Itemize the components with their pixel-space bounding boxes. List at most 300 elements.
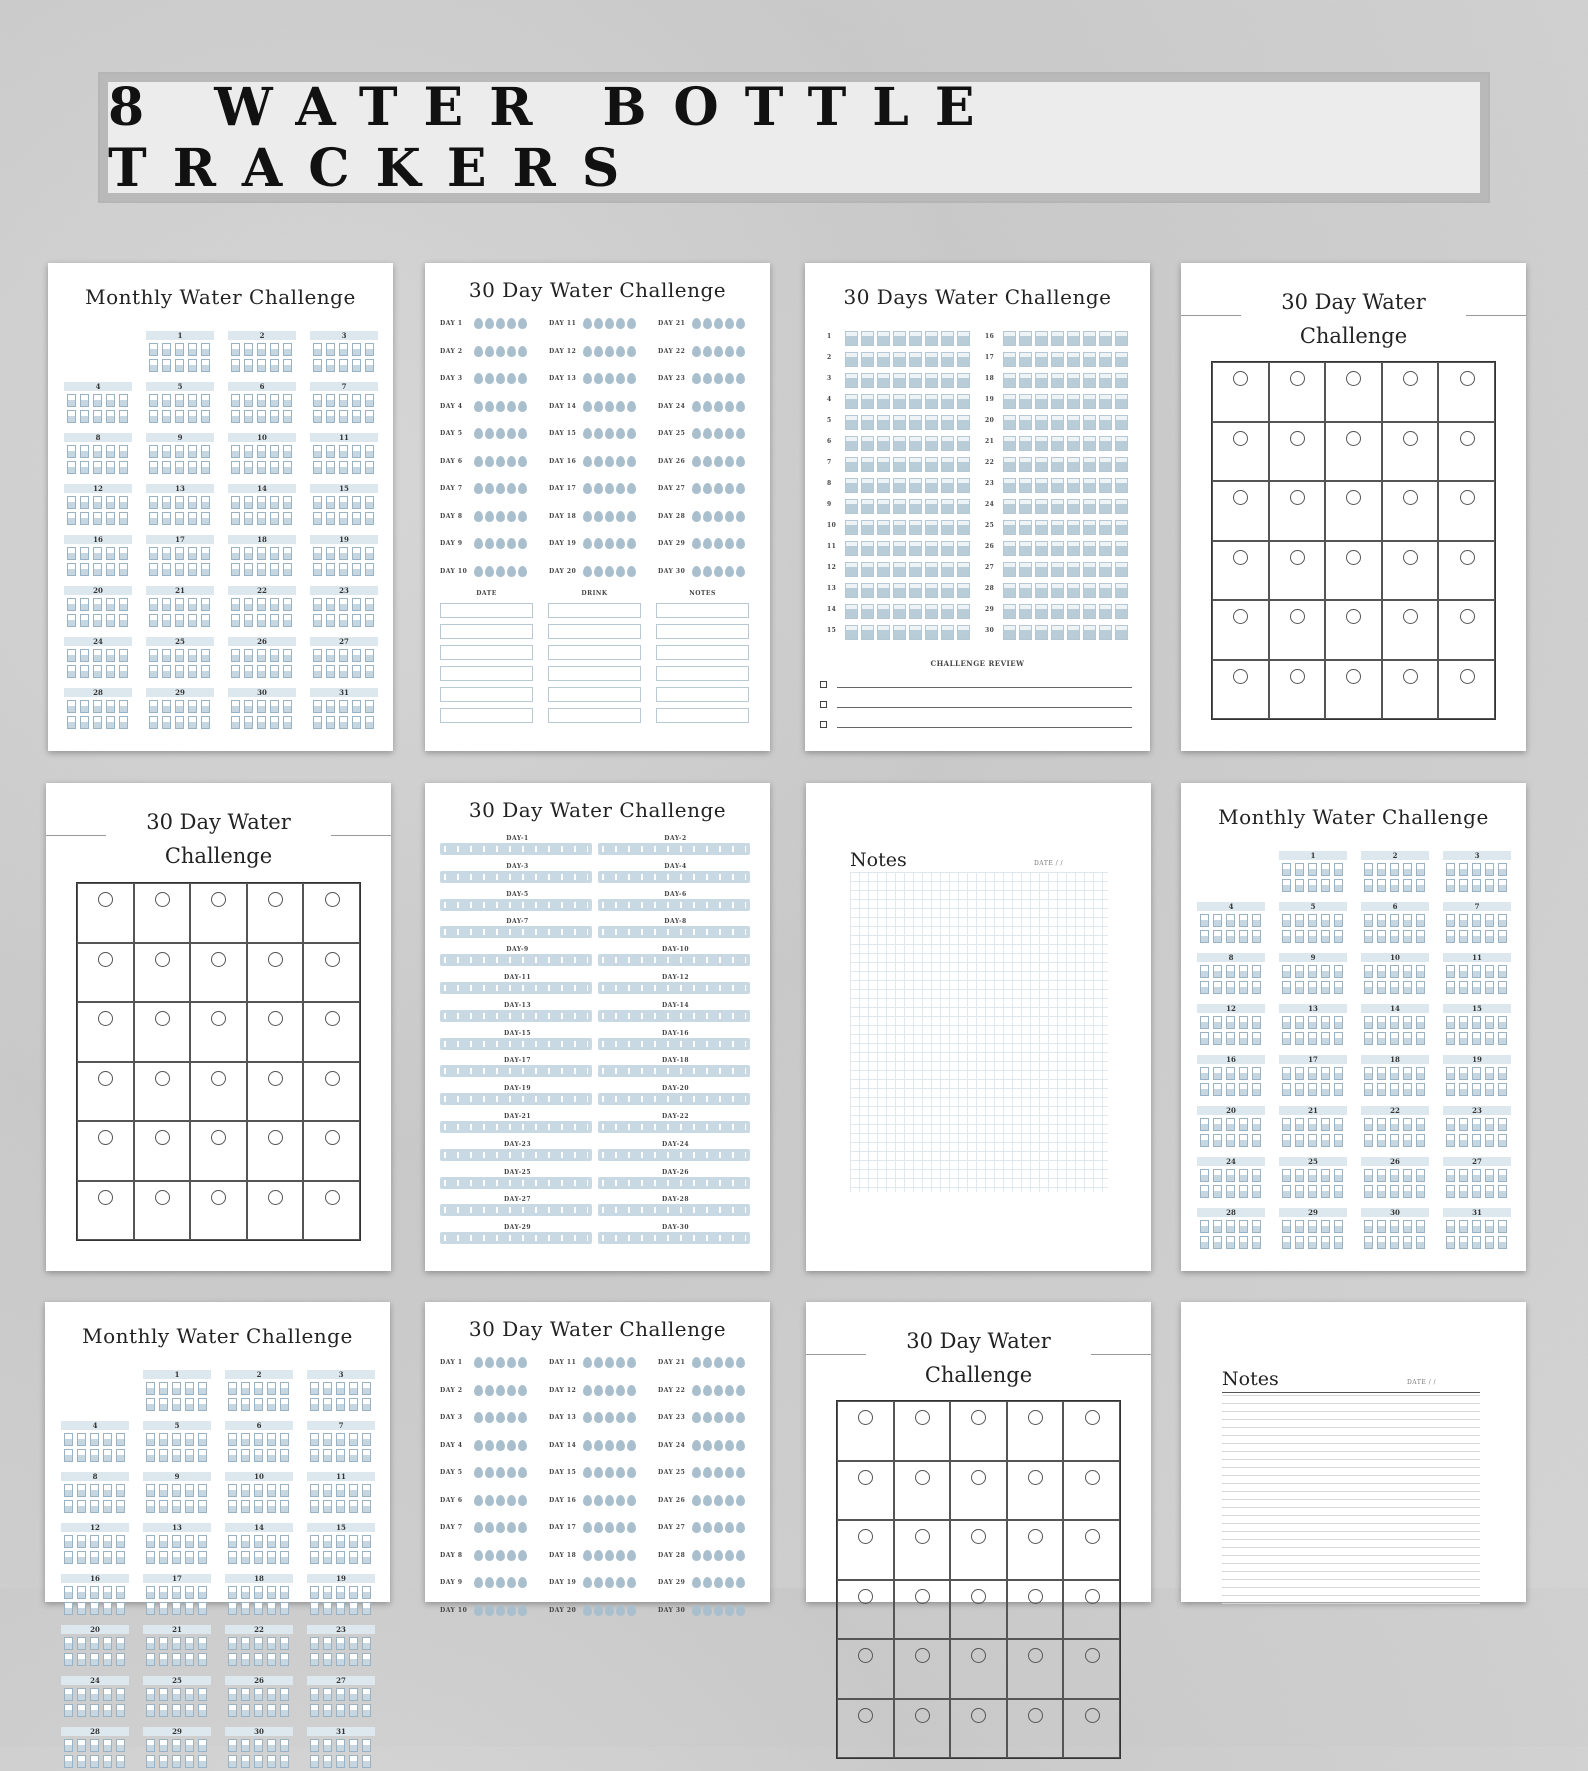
day-number: 20	[61, 1625, 129, 1634]
glass-icon	[228, 1755, 237, 1768]
day-number: 4	[64, 382, 132, 391]
glass-icon	[1308, 965, 1317, 978]
glass-icon	[244, 394, 253, 407]
glass-icon	[257, 665, 266, 678]
day-number: 27	[310, 637, 378, 646]
glass-icon	[1390, 981, 1399, 994]
glass-icon	[254, 1755, 263, 1768]
glass-icon	[326, 665, 335, 678]
calendar-day	[310, 688, 378, 732]
glass-icon	[280, 1535, 289, 1548]
glass-icon	[1213, 1185, 1222, 1198]
calendar-day	[1361, 1055, 1429, 1099]
glass-icon	[254, 1449, 263, 1462]
glass-icon	[1364, 879, 1373, 892]
glass-icon	[1200, 1067, 1209, 1080]
calendar-day	[143, 1574, 211, 1618]
glass-icon	[270, 700, 279, 713]
drop-icon	[583, 566, 592, 577]
glass-icon	[877, 436, 890, 451]
glass-icon	[313, 461, 322, 474]
calendar-day	[1443, 1157, 1511, 1201]
drop-icon	[616, 1550, 625, 1561]
drop-icon	[692, 566, 701, 577]
glass-icon	[1099, 583, 1112, 598]
glass-icon	[909, 373, 922, 388]
glass-icon	[159, 1484, 168, 1497]
glass-icon	[1459, 1083, 1468, 1096]
day-number: 3	[1443, 851, 1511, 860]
glass-icon	[64, 1500, 73, 1513]
glass-icon	[90, 1449, 99, 1462]
glass-icon	[1003, 520, 1016, 535]
glass-icon	[1472, 1083, 1481, 1096]
glass-icon	[280, 1653, 289, 1666]
glass-icon	[1200, 965, 1209, 978]
glass-icon	[231, 700, 240, 713]
calendar-day	[1197, 1106, 1265, 1150]
glass-icon	[893, 499, 906, 514]
glass-icon	[119, 547, 128, 560]
page-30day-grid-3	[806, 1302, 1151, 1602]
drop-icon	[616, 1440, 625, 1451]
glass-icon	[80, 394, 89, 407]
drop-icon	[496, 1550, 505, 1561]
drop-icon	[474, 1412, 483, 1423]
glass-icon	[116, 1602, 125, 1615]
glass-icon	[1364, 863, 1373, 876]
glass-icon	[270, 445, 279, 458]
glass-icon	[313, 512, 322, 525]
day-number: 24	[64, 637, 132, 646]
glass-icon	[103, 1500, 112, 1513]
glass-icon	[1403, 1185, 1412, 1198]
day-label: DAY-13	[503, 1001, 532, 1009]
glass-icon	[323, 1551, 332, 1564]
circle-cell	[1007, 1461, 1064, 1521]
glass-icon	[241, 1484, 250, 1497]
bottle-band	[440, 899, 592, 911]
glass-icon	[1364, 1032, 1373, 1045]
glass-icon	[365, 496, 374, 509]
drop-icon	[605, 1522, 614, 1533]
day-number: 6	[225, 1421, 293, 1430]
glass-icon	[1390, 1169, 1399, 1182]
glass-icon	[877, 562, 890, 577]
glass-icon	[67, 410, 76, 423]
glass-icon	[1115, 457, 1128, 472]
glass-icon	[1099, 415, 1112, 430]
drop-icon	[714, 1550, 723, 1561]
glass-icon	[1226, 1067, 1235, 1080]
day-label: DAY-2	[664, 835, 687, 842]
glass-icon	[1213, 965, 1222, 978]
day-label: DAY-4	[664, 862, 687, 870]
glass-icon	[149, 716, 158, 729]
glass-icon	[185, 1739, 194, 1752]
glass-icon	[103, 1586, 112, 1599]
glass-icon	[103, 1449, 112, 1462]
glass-icon	[77, 1704, 86, 1717]
glass-icon	[1403, 965, 1412, 978]
day-label: DAY-14	[661, 1001, 690, 1009]
glass-icon	[1226, 1185, 1235, 1198]
day-label: DAY 21	[658, 1359, 686, 1366]
glass-icon	[90, 1535, 99, 1548]
drop-icon	[605, 1550, 614, 1561]
glass-icon	[1067, 478, 1080, 493]
glass-icon	[1051, 604, 1064, 619]
glass-icon	[339, 359, 348, 372]
glass-icon	[1051, 457, 1064, 472]
glass-icon	[280, 1449, 289, 1462]
glass-icon	[1308, 1083, 1317, 1096]
circle-cell	[950, 1580, 1007, 1640]
glass-icon	[1083, 457, 1096, 472]
glass-icon	[1252, 1236, 1261, 1249]
drop-icon	[627, 1440, 636, 1451]
drop-icon	[485, 1357, 494, 1368]
glass-icon	[119, 665, 128, 678]
glass-icon	[336, 1551, 345, 1564]
glass-icon	[1377, 1220, 1386, 1233]
drop-icon	[692, 1385, 701, 1396]
drop-icon	[594, 1440, 603, 1451]
glass-icon	[1446, 1236, 1455, 1249]
glass-icon	[1003, 352, 1016, 367]
bottle-band	[440, 954, 592, 966]
glass-icon	[1472, 1118, 1481, 1131]
glass-icon	[1416, 965, 1425, 978]
circle-cell	[894, 1580, 951, 1640]
drop-icon	[474, 1577, 483, 1588]
glass-icon	[231, 410, 240, 423]
glass-icon	[283, 716, 292, 729]
table-cell	[440, 624, 533, 639]
glass-icon	[336, 1500, 345, 1513]
glass-icon	[254, 1535, 263, 1548]
glass-icon	[201, 445, 210, 458]
calendar-day	[1443, 1106, 1511, 1150]
glass-icon	[172, 1449, 181, 1462]
drop-icon	[736, 1605, 745, 1616]
glass-icon	[1019, 415, 1032, 430]
glass-icon	[198, 1704, 207, 1717]
day-number: 6	[228, 382, 296, 391]
drop-icon	[616, 1357, 625, 1368]
glass-icon	[1472, 1032, 1481, 1045]
drop-icon	[583, 1522, 592, 1533]
day-label: DAY 21	[658, 320, 686, 327]
glass-icon	[1485, 1032, 1494, 1045]
day-label: DAY-21	[503, 1113, 532, 1120]
drop-icon	[725, 1495, 734, 1506]
glass-icon	[365, 700, 374, 713]
day-label: DAY 1	[440, 320, 463, 327]
drop-icon	[507, 1357, 516, 1368]
drop-icon	[714, 1522, 723, 1533]
glass-icon	[893, 394, 906, 409]
drop-icon	[605, 566, 614, 577]
glass-icon	[909, 478, 922, 493]
glass-icon	[172, 1484, 181, 1497]
glass-icon	[1252, 1083, 1261, 1096]
drop-icon	[518, 1440, 527, 1451]
glass-icon	[254, 1637, 263, 1650]
circle-cell	[837, 1401, 894, 1461]
glass-icon	[119, 614, 128, 627]
glass-icon	[1377, 1236, 1386, 1249]
drop-icon	[518, 1357, 527, 1368]
glass-icon	[941, 499, 954, 514]
glass-icon	[1003, 394, 1016, 409]
glass-icon	[1067, 331, 1080, 346]
day-number: 30	[1361, 1208, 1429, 1217]
table-cell	[656, 645, 749, 660]
calendar-day	[61, 1625, 129, 1669]
drop-icon	[518, 346, 527, 357]
day-label: DAY 15	[549, 430, 577, 437]
checkbox	[820, 701, 827, 708]
glass-icon	[254, 1586, 263, 1599]
day-number: 7	[307, 1421, 375, 1430]
glass-icon	[1485, 965, 1494, 978]
glass-icon	[1003, 541, 1016, 556]
glass-icon	[1334, 1236, 1343, 1249]
glass-icon	[845, 604, 858, 619]
glass-icon	[270, 496, 279, 509]
drop-icon	[736, 1550, 745, 1561]
glass-icon	[1334, 930, 1343, 943]
glass-icon	[188, 343, 197, 356]
drop-icon	[474, 1467, 483, 1478]
glass-icon	[845, 625, 858, 640]
glass-icon	[1252, 1185, 1261, 1198]
glass-icon	[323, 1637, 332, 1650]
glass-icon	[159, 1433, 168, 1446]
glass-icon	[1485, 914, 1494, 927]
glass-icon	[845, 562, 858, 577]
day-number: 15	[307, 1523, 375, 1532]
glass-icon	[1472, 1185, 1481, 1198]
glass-icon	[941, 520, 954, 535]
glass-icon	[1446, 1083, 1455, 1096]
glass-icon	[116, 1637, 125, 1650]
glass-icon	[198, 1688, 207, 1701]
glass-icon	[1390, 1083, 1399, 1096]
circle-cell	[1007, 1580, 1064, 1640]
glass-icon	[1321, 1134, 1330, 1147]
drop-icon	[736, 428, 745, 439]
drop-icon	[627, 1495, 636, 1506]
glass-icon	[336, 1653, 345, 1666]
glass-icon	[93, 614, 102, 627]
calendar-day	[1443, 902, 1511, 946]
drop-icon	[703, 428, 712, 439]
drop-icon	[627, 1357, 636, 1368]
glass-icon	[149, 445, 158, 458]
drop-icon	[703, 346, 712, 357]
circle-cell	[1382, 481, 1439, 541]
glass-icon	[1308, 1016, 1317, 1029]
glass-icon	[283, 394, 292, 407]
drop-icon	[496, 346, 505, 357]
table-cell	[440, 603, 533, 618]
glass-icon	[1472, 930, 1481, 943]
day-number: 1	[146, 331, 214, 340]
glass-icon	[957, 541, 970, 556]
drop-icon	[703, 538, 712, 549]
glass-icon	[1099, 352, 1112, 367]
glass-icon	[1083, 373, 1096, 388]
drop-icon	[518, 456, 527, 467]
day-label: DAY 4	[440, 402, 463, 410]
glass-icon	[362, 1739, 371, 1752]
glass-icon	[228, 1500, 237, 1513]
circle-cell	[1269, 481, 1326, 541]
glass-icon	[175, 496, 184, 509]
glass-icon	[1403, 1067, 1412, 1080]
glass-icon	[326, 461, 335, 474]
drop-icon	[594, 373, 603, 384]
glass-icon	[877, 541, 890, 556]
glass-icon	[1252, 1169, 1261, 1182]
glass-icon	[231, 461, 240, 474]
glass-icon	[149, 410, 158, 423]
glass-icon	[149, 343, 158, 356]
glass-icon	[1239, 1067, 1248, 1080]
drop-icon	[616, 1412, 625, 1423]
glass-icon	[159, 1653, 168, 1666]
day-label: DAY-5	[506, 890, 529, 898]
glass-icon	[149, 512, 158, 525]
day-label: DAY-27	[503, 1196, 532, 1204]
glass-icon	[877, 478, 890, 493]
glass-icon	[241, 1653, 250, 1666]
glass-icon	[267, 1382, 276, 1395]
circle-cell	[134, 883, 191, 943]
drop-icon	[605, 483, 614, 494]
day-label: DAY 2	[440, 1386, 463, 1394]
glass-icon	[106, 598, 115, 611]
glass-icon	[323, 1653, 332, 1666]
glass-icon	[1213, 1169, 1222, 1182]
glass-icon	[1239, 1220, 1248, 1233]
glass-icon	[67, 665, 76, 678]
glass-icon	[1226, 1236, 1235, 1249]
calendar-day	[61, 1472, 129, 1516]
calendar-day	[228, 535, 296, 579]
glass-icon	[941, 331, 954, 346]
drop-icon	[725, 318, 734, 329]
glass-icon	[257, 461, 266, 474]
glass-icon	[280, 1500, 289, 1513]
glass-icon	[1472, 863, 1481, 876]
glass-icon	[270, 343, 279, 356]
glass-icon	[909, 394, 922, 409]
glass-icon	[103, 1637, 112, 1650]
drop-icon	[518, 566, 527, 577]
calendar-day	[1279, 1004, 1347, 1048]
glass-icon	[175, 445, 184, 458]
day-label: DAY 10	[440, 567, 468, 575]
glass-icon	[893, 604, 906, 619]
glass-icon	[893, 583, 906, 598]
glass-icon	[1308, 1185, 1317, 1198]
drop-icon	[714, 1440, 723, 1451]
circle-cell	[77, 1121, 134, 1181]
circle-cell	[1438, 362, 1495, 422]
glass-icon	[162, 716, 171, 729]
glass-icon	[283, 649, 292, 662]
day-label: DAY 28	[658, 1551, 686, 1559]
glass-icon	[93, 461, 102, 474]
drop-icon	[725, 538, 734, 549]
glass-icon	[103, 1688, 112, 1701]
day-number: 3	[307, 1370, 375, 1379]
glass-icon	[149, 496, 158, 509]
glass-icon	[159, 1500, 168, 1513]
day-number: 8	[827, 480, 832, 487]
bottle-band	[598, 899, 750, 911]
glass-icon	[1446, 1220, 1455, 1233]
day-number: 14	[228, 484, 296, 493]
glass-icon	[175, 343, 184, 356]
drop-icon	[583, 428, 592, 439]
glass-icon	[270, 359, 279, 372]
glass-icon	[244, 665, 253, 678]
day-label: DAY 9	[440, 1579, 463, 1586]
drop-icon	[594, 1522, 603, 1533]
day-number: 31	[307, 1727, 375, 1736]
glass-icon	[162, 445, 171, 458]
glass-icon	[106, 716, 115, 729]
glass-icon	[185, 1602, 194, 1615]
glass-icon	[1003, 562, 1016, 577]
glass-icon	[1115, 520, 1128, 535]
day-number: 7	[1443, 902, 1511, 911]
glass-icon	[352, 410, 361, 423]
glass-icon	[845, 499, 858, 514]
drop-icon	[474, 1385, 483, 1396]
glass-icon	[1200, 1134, 1209, 1147]
table-cell	[440, 708, 533, 723]
glass-icon	[267, 1755, 276, 1768]
circle-cell	[247, 1062, 304, 1122]
day-number: 18	[985, 375, 995, 382]
glass-icon	[1003, 604, 1016, 619]
drop-icon	[605, 1495, 614, 1506]
glass-icon	[175, 563, 184, 576]
bottle-band	[598, 1177, 750, 1189]
glass-icon	[149, 359, 158, 372]
glass-icon	[231, 649, 240, 662]
glass-icon	[146, 1586, 155, 1599]
glass-icon	[1083, 394, 1096, 409]
circle-cell	[1063, 1699, 1120, 1759]
glass-icon	[1416, 879, 1425, 892]
glass-icon	[201, 410, 210, 423]
glass-icon	[365, 410, 374, 423]
drop-icon	[627, 318, 636, 329]
day-number: 11	[1443, 953, 1511, 962]
glass-icon	[877, 415, 890, 430]
glass-icon	[1308, 1220, 1317, 1233]
glass-icon	[172, 1382, 181, 1395]
glass-icon	[1334, 914, 1343, 927]
day-label: DAY-10	[661, 946, 690, 954]
glass-icon	[103, 1739, 112, 1752]
